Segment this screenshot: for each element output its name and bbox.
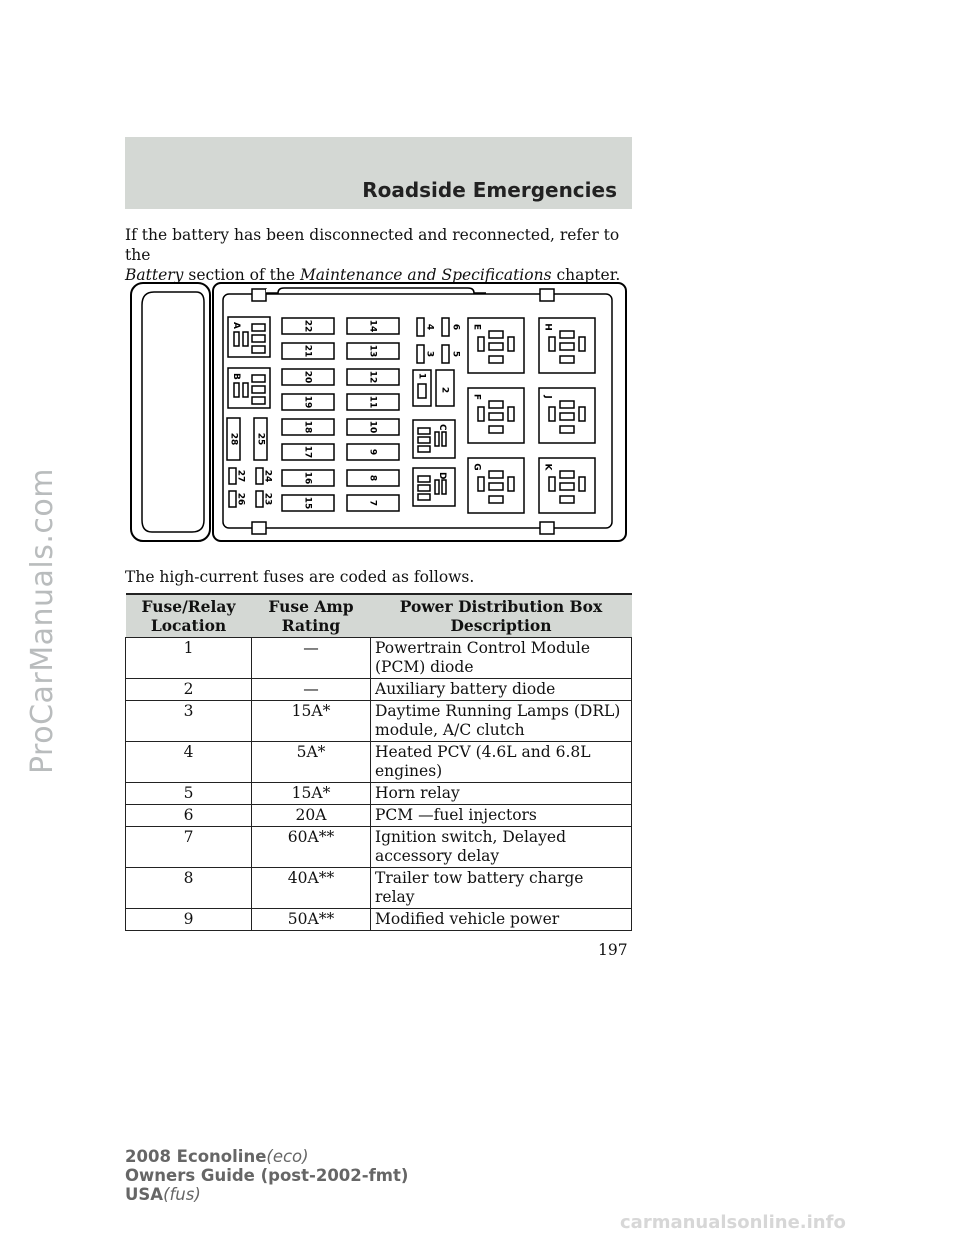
fuse-label-26: 26 [235,492,246,506]
fuse-label-12: 12 [367,370,378,384]
table-row [126,827,632,868]
fuse-23 [256,491,263,507]
fuse-label-5: 5 [450,350,461,358]
relay-e [468,318,524,373]
table-header-row [126,594,632,638]
fuse-label-23: 23 [262,492,273,506]
cell-location: 7 [126,827,252,868]
relay-g [468,458,524,513]
relay-label-f: F [471,393,482,401]
fuse-label-20: 20 [302,370,313,384]
cell-rating: 60A** [252,827,371,868]
footer-market-code: (fus) [163,1185,201,1204]
relay-h [539,318,595,373]
cell-rating: 15A* [252,783,371,805]
intro-paragraph [125,225,635,285]
cell-location: 2 [126,679,252,701]
fuse-label-11: 11 [367,395,378,409]
fuse-6 [442,318,449,336]
side-watermark: ProCarManuals.com [24,468,60,775]
cell-description: Powertrain Control Module (PCM) diode [371,638,632,679]
fuse-label-27: 27 [235,469,246,483]
relay-label-b: B [231,373,241,380]
fuse-label-25: 25 [255,432,266,446]
intro-section-of: section of the [188,266,295,284]
site-watermark: carmanualsonline.info [620,1212,846,1233]
fuse-label-10: 10 [367,420,378,434]
fuse-label-7: 7 [367,499,378,507]
relay-c [413,420,455,458]
fuse-26 [229,491,236,507]
fuse-5 [442,345,449,363]
fuse-label-21: 21 [302,344,313,358]
relay-a [228,317,270,357]
relay-label-g: G [471,463,482,471]
table-row [126,638,632,679]
cell-rating: — [252,638,371,679]
cell-description: Modified vehicle power [371,909,632,931]
fuse-table [125,593,632,931]
footer-model: 2008 Econoline [125,1147,267,1166]
table-row [126,868,632,909]
relay-label-e: E [471,323,482,331]
relay-j [539,388,595,443]
cell-rating: 50A** [252,909,371,931]
cell-rating: 20A [252,805,371,827]
fuse-label-9: 9 [367,448,378,456]
fuse-label-13: 13 [367,344,378,358]
cell-location: 5 [126,783,252,805]
footer-market: USA [125,1185,164,1204]
cell-description: Auxiliary battery diode [371,679,632,701]
table-row [126,805,632,827]
fuse-label-18: 18 [302,420,313,434]
relay-label-h: H [542,323,553,331]
fuse-label-4: 4 [424,323,435,331]
battery-ref: Battery [125,266,184,284]
table-row [126,679,632,701]
relay-d [413,468,455,506]
cell-rating: — [252,679,371,701]
header-rating: Fuse Amp Rating [252,594,371,638]
cell-rating: 40A** [252,868,371,909]
relay-label-c: C [437,424,447,431]
intro-chapter-word: chapter. [556,266,621,284]
cell-location: 3 [126,701,252,742]
fuse-column-14-7 [347,318,399,511]
relay-label-j: J [542,395,553,399]
relay-label-d: D [437,472,447,480]
chapter-ref: Maintenance and Specifications [299,266,552,284]
header-location: Fuse/Relay Location [126,594,252,638]
cell-description: Heated PCV (4.6L and 6.8L engines) [371,742,632,783]
fuse-label-8: 8 [367,474,378,482]
table-row [126,701,632,742]
fuse-column-22-15 [282,318,334,511]
cell-description: Horn relay [371,783,632,805]
fuse-label-19: 19 [302,395,313,409]
fuse-label-3: 3 [424,350,435,358]
cell-description: Trailer tow battery charge relay [371,868,632,909]
intro-line1: If the battery has been disconnected and reconnected, refer to the [125,226,620,264]
cell-location: 9 [126,909,252,931]
cell-rating: 15A* [252,701,371,742]
cell-description: Ignition switch, Delayed accessory delay [371,827,632,868]
fuse-27 [229,468,236,484]
fuse-label-2: 2 [439,386,450,394]
fuse-label-1: 1 [416,372,427,380]
cell-location: 8 [126,868,252,909]
relay-label-a: A [231,322,241,329]
relay-b [228,368,270,408]
table-row [126,909,632,931]
fuse-4 [417,318,424,336]
table-lead-text: The high-current fuses are coded as follows. [125,568,475,586]
section-title: Roadside Emergencies [362,178,617,202]
table-row [126,783,632,805]
fuse-label-28: 28 [228,432,239,446]
relay-f [468,388,524,443]
cell-description: PCM —fuel injectors [371,805,632,827]
fuse-label-14: 14 [367,319,378,333]
fuse-box-diagram [128,280,628,545]
cell-rating: 5A* [252,742,371,783]
header-description: Power Distribution Box Description [371,594,632,638]
fuse-label-24: 24 [262,469,273,483]
cell-location: 4 [126,742,252,783]
fuse-label-15: 15 [302,496,313,510]
cell-location: 1 [126,638,252,679]
relay-k [539,458,595,513]
fuse-label-17: 17 [302,445,313,459]
fuse-24 [256,468,263,484]
table-row [126,742,632,783]
fuse-label-22: 22 [302,319,313,333]
footer-guide: Owners Guide (post-2002-fmt) [125,1166,409,1185]
fuse-3 [417,345,424,363]
fuse-label-6: 6 [450,323,461,331]
document-footer [125,1147,408,1204]
cell-location: 6 [126,805,252,827]
relay-label-k: K [542,463,553,471]
fuse-label-16: 16 [302,471,313,485]
cell-description: Daytime Running Lamps (DRL) module, A/C clutch [371,701,632,742]
footer-model-code: (eco) [266,1147,309,1166]
page-number: 197 [598,941,628,959]
